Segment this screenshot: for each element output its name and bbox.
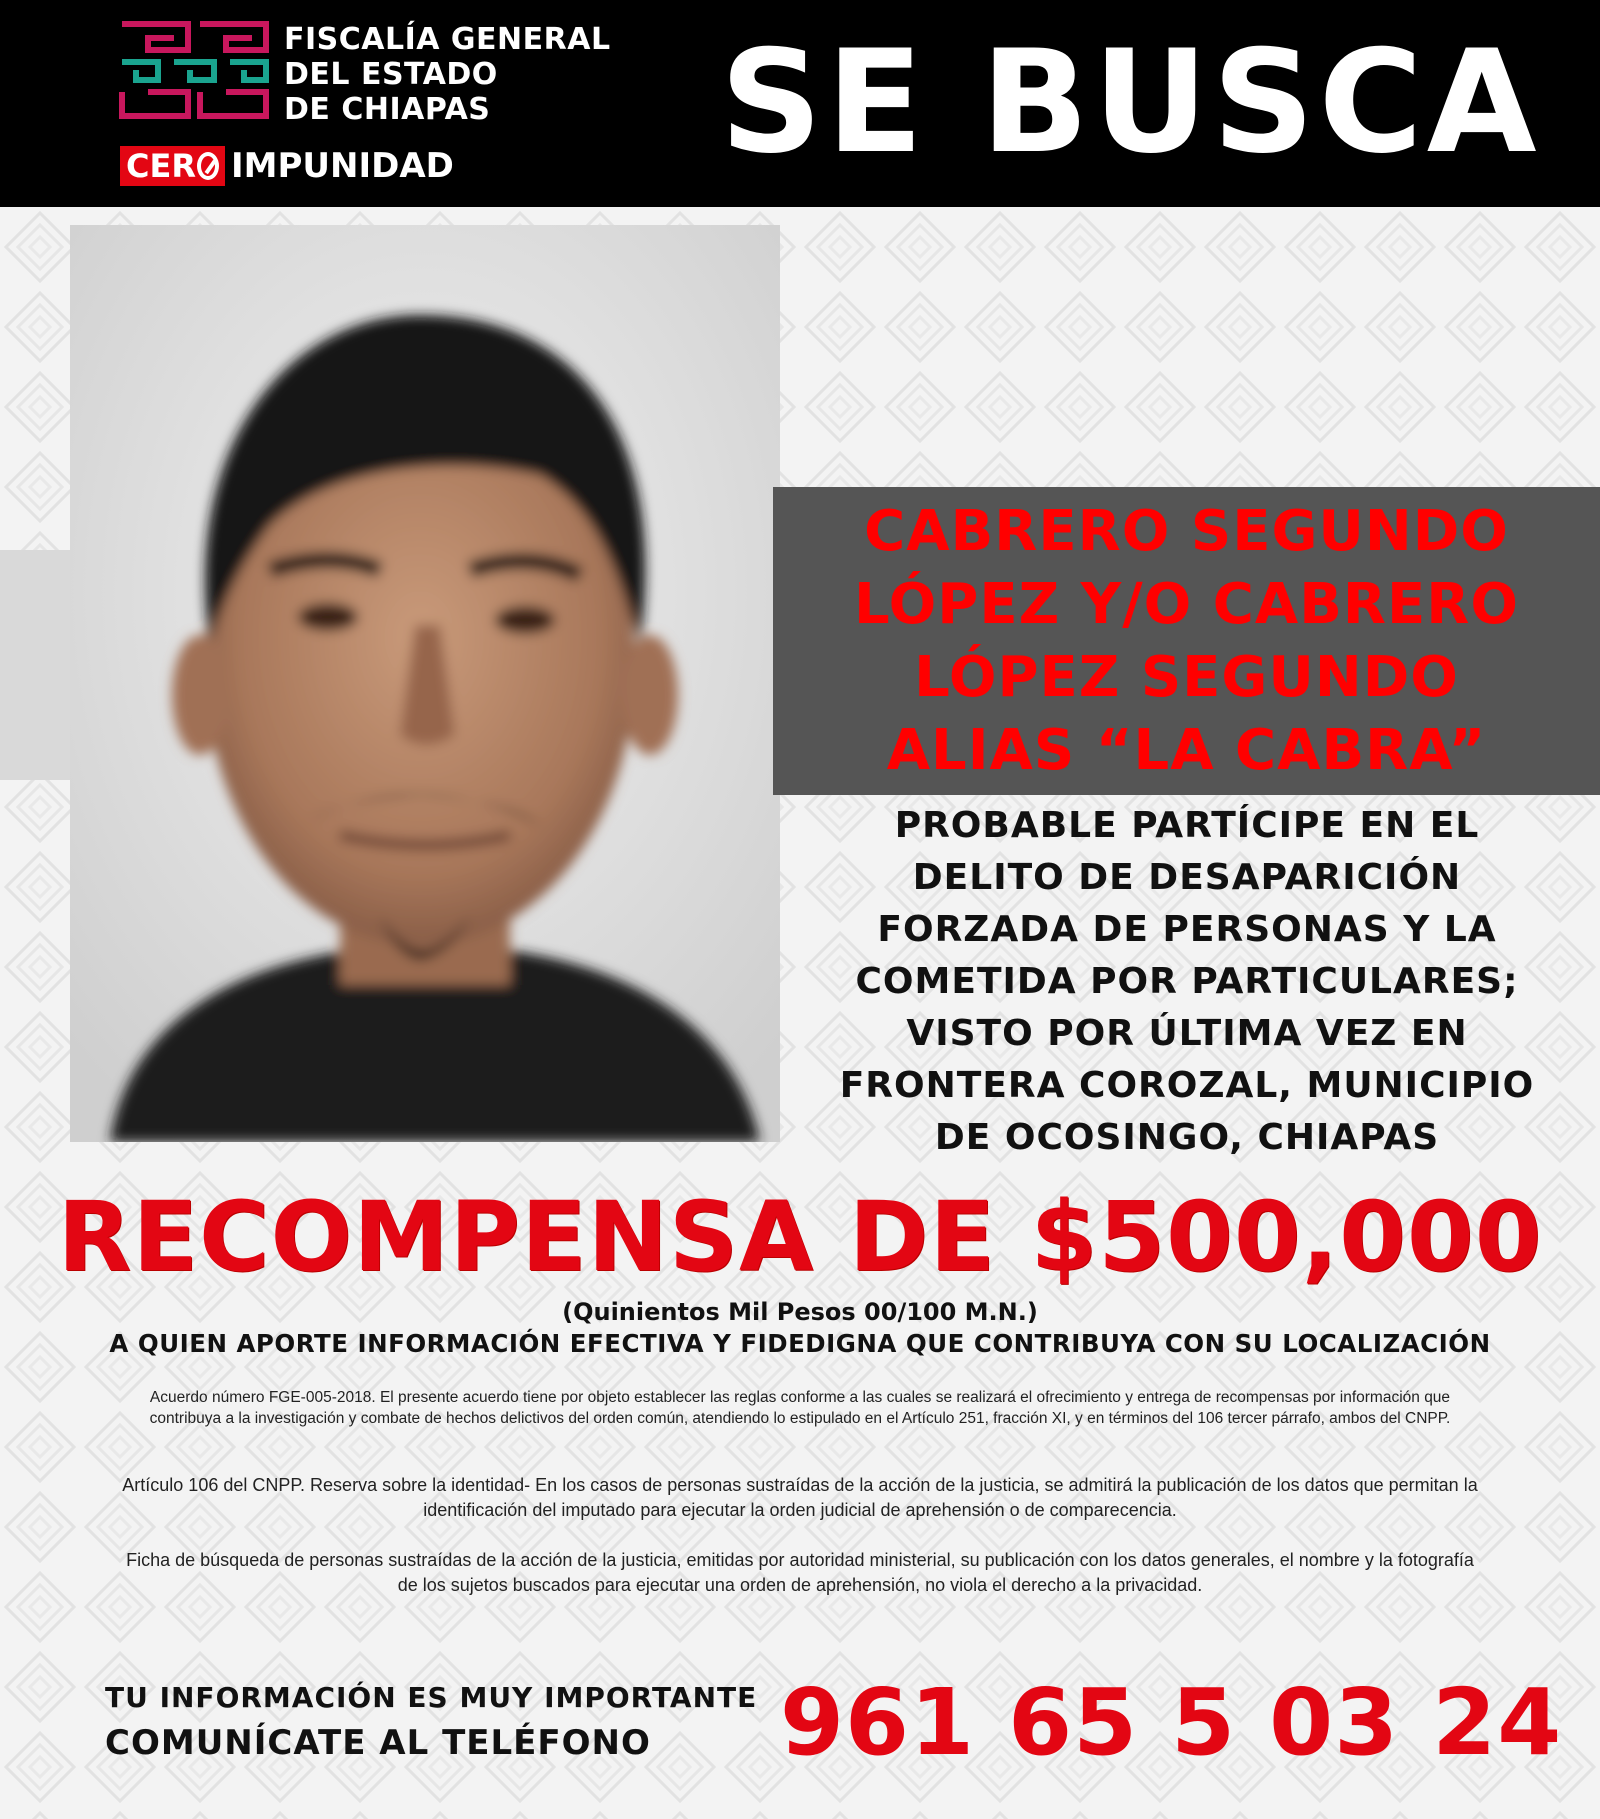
contact-line-2: COMUNÍCATE AL TELÉFONO [105, 1723, 651, 1763]
motto-cero-badge [120, 146, 225, 186]
reward-title: RECOMPENSA DE $500,000 [57, 1181, 1543, 1293]
reward-amount-words: (Quinientos Mil Pesos 00/100 M.N.) [562, 1298, 1038, 1326]
agency-line-2: DEL ESTADO [284, 57, 498, 92]
reward-condition: A QUIEN APORTE INFORMACIÓN EFECTIVA Y FIDEDIGNA QUE CONTRIBUYA CON SU LOCALIZACIÓN [109, 1329, 1491, 1358]
motto [120, 146, 454, 186]
legal-paragraph-1: Acuerdo número FGE-005-2018. El presente acuerdo tiene por objeto establecer las reglas conforme a las cuales se realizará el ofrecimiento y entrega de recompensas por información que contribuya a la investigación y combate de hechos delictivos del orden común, atendiendo lo estipulado en el Artículo 251, fracción XI, y en términos del 106 tercer párrafo, ambos del CNPP. [149, 1389, 1451, 1427]
suspect-photo [70, 225, 780, 1142]
contact-line-1: TU INFORMACIÓN ES MUY IMPORTANTE [105, 1681, 758, 1714]
geometric-fret-logo-icon [118, 20, 270, 120]
zero-slash-icon [197, 152, 219, 180]
phone-number[interactable]: 961 65 5 03 24 [780, 1669, 1563, 1776]
suspect-name: CABRERO SEGUNDO LÓPEZ Y/O CABRERO LÓPEZ SEGUNDO ALIAS “LA CABRA” [853, 499, 1520, 783]
page-title: SE BUSCA [720, 20, 1541, 185]
legal-paragraph-2: Artículo 106 del CNPP. Reserva sobre la identidad- En los casos de personas sustraídas de la acción de la justicia, se admitirá la publicación de los datos que permitan la identificación del imputado para ejecutar la orden judicial de aprehensión o de comparecencia. [122, 1475, 1478, 1520]
motto-cero-text: CER [126, 147, 196, 185]
header-bar [0, 0, 1600, 207]
agency-line-3: DE CHIAPAS [284, 92, 491, 127]
suspect-name-box [773, 487, 1600, 795]
legal-paragraph-3: Ficha de búsqueda de personas sustraídas de la acción de la justicia, emitidas por autoridad ministerial, su publicación con los datos generales, el nombre y la fotografía de los sujetos buscados para ejecutar una orden de aprehensión, no viola el derecho a la privacidad. [126, 1550, 1474, 1595]
agency-line-1: FISCALÍA GENERAL [284, 22, 611, 57]
crime-description: PROBABLE PARTÍCIPE EN EL DELITO DE DESAPARICIÓN FORZADA DE PERSONAS Y LA COMETIDA POR PARTICULARES; VISTO POR ÚLTIMA VEZ EN FRONTERA COROZAL, MUNICIPIO DE OCOSINGO, CHIAPAS [839, 805, 1535, 1158]
contact-message [105, 1678, 757, 1768]
left-accent-bar [0, 550, 70, 780]
agency-name [284, 22, 611, 127]
motto-impunidad: IMPUNIDAD [230, 146, 454, 186]
